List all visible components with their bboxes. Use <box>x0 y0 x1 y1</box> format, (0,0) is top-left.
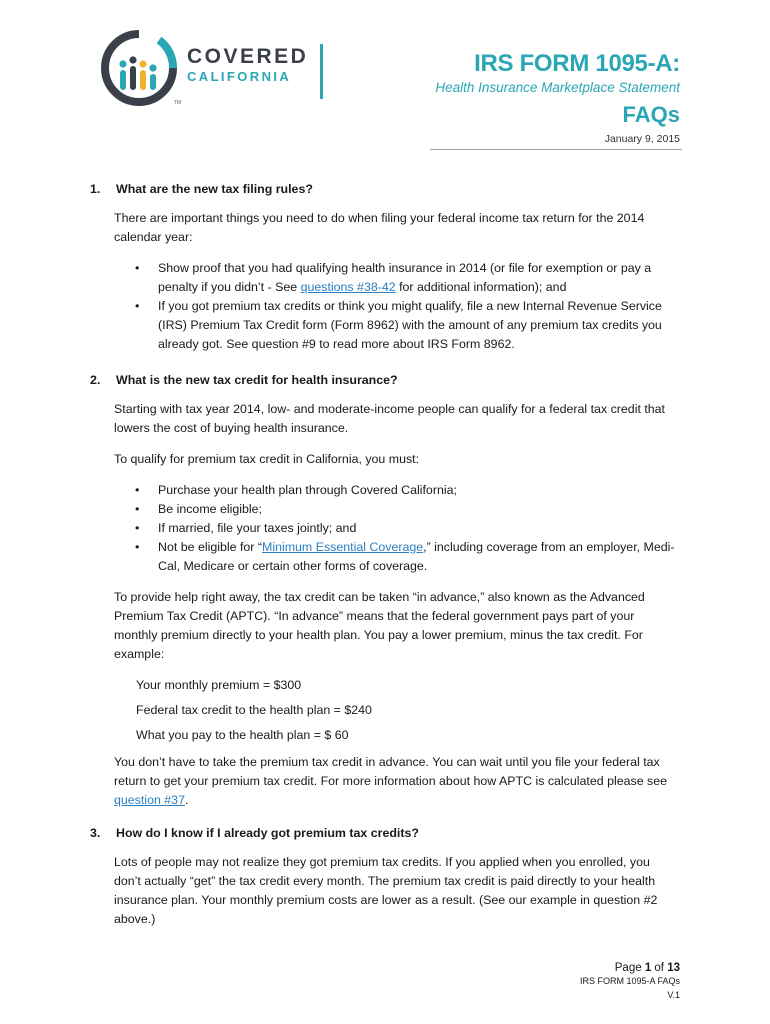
bullet-icon: • <box>135 261 140 275</box>
list-item <box>90 481 680 500</box>
bullet-text: Be income eligible; <box>158 502 263 516</box>
page-number <box>580 962 680 974</box>
bullet-text: If you got premium tax credits or think you might qualify, file a new Internal Revenue Service (IRS) Premium Tax Credit form (Form 8962) with the amount of any premium tax credits you already got. See question #9 to read more about IRS Form 8962. <box>158 299 662 351</box>
document-date: January 9, 2015 <box>604 133 680 145</box>
header-divider <box>320 44 323 99</box>
footer-doc-name: IRS FORM 1095-A FAQs <box>579 976 680 986</box>
paragraph-text: . <box>184 793 189 807</box>
q2-paragraph-1: Starting with tax year 2014, low- and moderate-income people can qualify for a federal tax credit that lowers the cost of buying health insurance. <box>114 402 665 435</box>
paragraph-text: You don’t have to take the premium tax credit in advance. You can wait until you file your federal tax return to get your premium tax credit. For more information about how APTC is calculated please see <box>114 755 668 788</box>
page-footer <box>580 962 680 1002</box>
question-number: 3. <box>90 826 101 840</box>
q2-paragraph-4 <box>114 753 680 810</box>
list-item <box>90 500 680 519</box>
list-item <box>90 297 680 354</box>
logo-text-california: CALIFORNIA <box>187 69 292 84</box>
bullet-text: ,” including coverage from an employer, Medi-Cal, Medicare or certain other forms of coverage. <box>158 540 675 573</box>
footer-version: V.1 <box>667 990 680 1000</box>
bullet-icon: • <box>135 299 140 313</box>
faqs-heading: FAQs <box>622 102 680 127</box>
logo-text-covered: COVERED <box>187 45 309 68</box>
bullet-icon: • <box>135 483 140 497</box>
bullet-icon: • <box>135 521 140 535</box>
bullet-text: Show proof that you had qualifying health insurance in 2014 (or file for exemption or pay a penalty if you didn’t - See <box>158 261 652 294</box>
bullet-icon: • <box>135 502 140 516</box>
bullet-text: Not be eligible for “ <box>158 540 262 554</box>
question-3-heading <box>90 824 680 843</box>
header-rule <box>430 149 682 150</box>
question-number: 2. <box>90 373 101 387</box>
example-line-credit: Federal tax credit to the health plan = $240 <box>136 703 372 717</box>
document-body <box>90 180 680 941</box>
list-item <box>90 259 680 297</box>
q2-bullet-list <box>90 481 680 576</box>
questions-38-42-link[interactable]: questions #38-42 <box>300 280 396 294</box>
question-2-heading <box>90 371 680 390</box>
question-1-heading <box>90 180 680 199</box>
bullet-icon: • <box>135 540 140 554</box>
list-item <box>90 538 680 576</box>
q3-paragraph-1: Lots of people may not realize they got premium tax credits. If you applied when you enrolled, you don’t actually “get” the tax credit every month. The premium tax credit is paid directly to your health insurance plan. Your monthly premium costs are lower as a result. (See our example in question #2 above.) <box>114 855 658 926</box>
example-line-premium: Your monthly premium = $300 <box>136 678 302 692</box>
q1-bullet-list <box>90 259 680 354</box>
question-text: What are the new tax filing rules? <box>116 182 313 196</box>
minimum-essential-coverage-link[interactable]: Minimum Essential Coverage <box>262 540 424 554</box>
q2-paragraph-3: To provide help right away, the tax credit can be taken “in advance,” also known as the Advanced Premium Tax Credit (APTC). “In advance” means that the federal government pays part of your monthly premium directly to your health plan. You pay a lower premium, minus the tax credit. For example: <box>114 590 645 661</box>
current-page: 1 <box>644 962 652 974</box>
document-title: IRS FORM 1095-A: <box>474 50 680 77</box>
q2-paragraph-2: To qualify for premium tax credit in California, you must: <box>114 452 420 466</box>
question-number: 1. <box>90 182 101 196</box>
q1-intro: There are important things you need to do when filing your federal income tax return for the 2014 calendar year: <box>114 211 645 244</box>
covered-california-logo <box>101 30 311 110</box>
bullet-text: Purchase your health plan through Covered California; <box>158 483 457 497</box>
document-subtitle: Health Insurance Marketplace Statement <box>435 80 680 95</box>
total-pages: 13 <box>667 962 680 974</box>
list-item <box>90 519 680 538</box>
covered-california-logo-icon <box>101 30 177 106</box>
question-text: What is the new tax credit for health insurance? <box>116 373 398 387</box>
page-label: Page <box>614 962 645 974</box>
trademark-mark: TM <box>174 100 182 106</box>
bullet-text: If married, file your taxes jointly; and <box>158 521 357 535</box>
page-of: of <box>651 962 668 974</box>
question-37-link[interactable]: question #37 <box>114 793 185 807</box>
question-text: How do I know if I already got premium tax credits? <box>116 826 419 840</box>
bullet-text: for additional information); and <box>395 280 567 294</box>
example-line-pay: What you pay to the health plan = $ 60 <box>136 728 349 742</box>
